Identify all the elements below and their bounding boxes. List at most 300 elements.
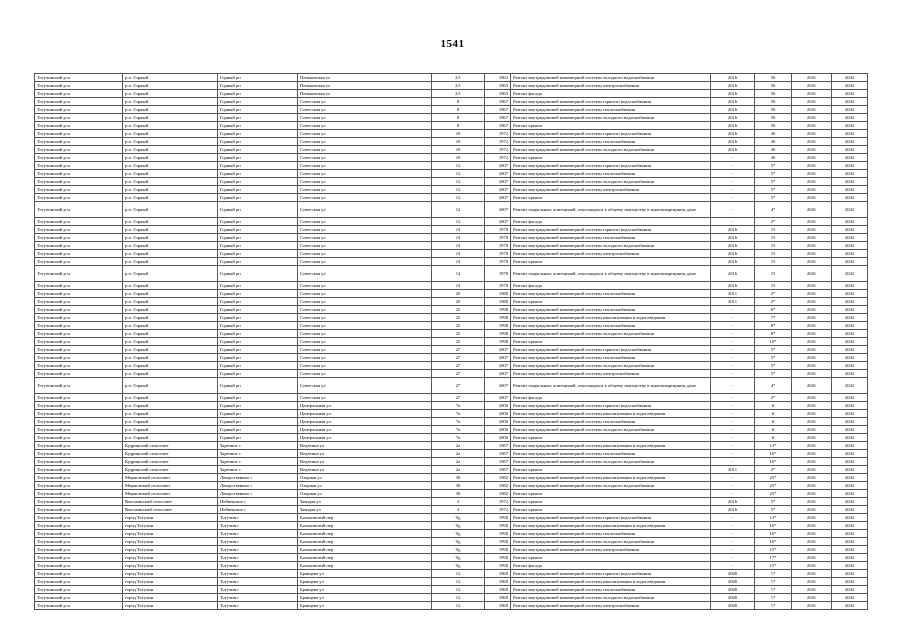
work-type-cell: Ремонт внутридомовой инженерной системы электроснабжения (511, 546, 711, 554)
work-type-cell: Ремонт внутридомовой инженерной системы горячего водоснабжения (511, 514, 711, 522)
built-year-cell: 1963 (485, 82, 511, 90)
plan-start-cell: 2041 (792, 418, 832, 426)
house-number-cell: 20 (432, 298, 485, 306)
last-repair-year-cell: 2016 (711, 114, 755, 122)
plan-end-cell: 2043 (832, 434, 868, 442)
district-cell: Тогучинский р-н (35, 306, 123, 314)
work-type-cell: Ремонт внутридомовой инженерной системы горячего водоснабжения (511, 130, 711, 138)
table-row (35, 282, 868, 290)
built-year-cell: 1980 (485, 290, 511, 298)
house-number-cell: 7а (432, 418, 485, 426)
street-cell: Ведекина ул (298, 442, 432, 450)
street-cell: Бахоновский пер (298, 530, 432, 538)
built-year-cell: 1990 (485, 554, 511, 562)
work-type-cell: Ремонт фасада (511, 394, 711, 402)
built-year-cell: 1990 (485, 538, 511, 546)
table-row (35, 114, 868, 122)
house-number-cell: 10 (432, 146, 485, 154)
repair-schedule-table (34, 73, 868, 610)
wear-cell: 6 (755, 418, 792, 426)
last-repair-year-cell: 2016 (711, 226, 755, 234)
built-year-cell: 1987 (485, 458, 511, 466)
settlement-type-cell: р.п. Горный (123, 402, 218, 410)
house-number-cell: 7а (432, 434, 485, 442)
work-type-cell: Ремонт крыши (511, 298, 711, 306)
built-year-cell: 2007 (485, 362, 511, 370)
settlement-type-cell: р.п. Горный (123, 202, 218, 218)
district-cell: Тогучинский р-н (35, 506, 123, 514)
plan-end-cell: 2043 (832, 418, 868, 426)
built-year-cell: 1990 (485, 522, 511, 530)
district-cell: Тогучинский р-н (35, 418, 123, 426)
plan-end-cell: 2043 (832, 338, 868, 346)
table-row (35, 122, 868, 130)
district-cell: Тогучинский р-н (35, 402, 123, 410)
plan-start-cell: 2041 (792, 298, 832, 306)
wear-cell: 25* (755, 474, 792, 482)
district-cell: Тогучинский р-н (35, 250, 123, 258)
plan-end-cell: 2043 (832, 602, 868, 610)
last-repair-year-cell: - (711, 522, 755, 530)
built-year-cell: 1990 (485, 546, 511, 554)
table-row (35, 106, 868, 114)
district-cell: Тогучинский р-н (35, 346, 123, 354)
street-cell: Ведекина ул (298, 458, 432, 466)
wear-cell: 2* (755, 298, 792, 306)
district-cell: Тогучинский р-н (35, 314, 123, 322)
plan-start-cell: 2041 (792, 322, 832, 330)
settlement-type-cell: город Тогучин (123, 562, 218, 570)
last-repair-year-cell: - (711, 394, 755, 402)
work-type-cell: Ремонт внутридомовой инженерной системы холодного водоснабжения (511, 114, 711, 122)
wear-cell: 5* (755, 194, 792, 202)
district-cell: Тогучинский р-н (35, 434, 123, 442)
table-row (35, 154, 868, 162)
work-type-cell: Ремонт внутридомовой инженерной системы холодного водоснабжения (511, 458, 711, 466)
settlement-cell: Горный рп (218, 82, 298, 90)
settlement-type-cell: р.п. Горный (123, 170, 218, 178)
settlement-type-cell: р.п. Горный (123, 258, 218, 266)
plan-end-cell: 2043 (832, 490, 868, 498)
house-number-cell: 12 (432, 202, 485, 218)
work-type-cell: Ремонт внутридомовой инженерной системы канализования и водоотведения (511, 410, 711, 418)
plan-end-cell: 2043 (832, 114, 868, 122)
district-cell: Тогучинский р-н (35, 514, 123, 522)
district-cell: Тогучинский р-н (35, 490, 123, 498)
wear-cell: 2* (755, 218, 792, 226)
table-row (35, 370, 868, 378)
built-year-cell: 1987 (485, 442, 511, 450)
built-year-cell: 1978 (485, 250, 511, 258)
district-cell: Тогучинский р-н (35, 458, 123, 466)
plan-end-cell: 2043 (832, 322, 868, 330)
settlement-type-cell: город Тогучин (123, 554, 218, 562)
district-cell: Тогучинский р-н (35, 170, 123, 178)
last-repair-year-cell: - (711, 194, 755, 202)
settlement-type-cell: р.п. Горный (123, 354, 218, 362)
street-cell: Советская ул (298, 346, 432, 354)
house-number-cell: 14 (432, 258, 485, 266)
plan-end-cell: 2043 (832, 562, 868, 570)
table-row (35, 82, 868, 90)
street-cell: Советская ул (298, 266, 432, 282)
street-cell: Центральная ул (298, 426, 432, 434)
wear-cell: 16* (755, 450, 792, 458)
settlement-cell: Горный рп (218, 426, 298, 434)
street-cell: Заводая ул (298, 506, 432, 514)
plan-end-cell: 2043 (832, 538, 868, 546)
last-repair-year-cell: - (711, 562, 755, 570)
built-year-cell: 1998 (485, 322, 511, 330)
settlement-cell: Лекарственное с (218, 474, 298, 482)
street-cell: Советская ул (298, 322, 432, 330)
district-cell: Тогучинский р-н (35, 82, 123, 90)
built-year-cell: 1972 (485, 506, 511, 514)
settlement-cell: Горный рп (218, 330, 298, 338)
house-number-cell: 30 (432, 490, 485, 498)
house-number-cell: 8 (432, 106, 485, 114)
settlement-cell: Тогучин г (218, 522, 298, 530)
settlement-cell: Тогучин г (218, 554, 298, 562)
street-cell: Бахоновский пер (298, 514, 432, 522)
plan-start-cell: 2041 (792, 538, 832, 546)
settlement-cell: Нейвенское с (218, 506, 298, 514)
settlement-type-cell: Мирновский сельсовет (123, 474, 218, 482)
table-row (35, 490, 868, 498)
settlement-type-cell: р.п. Горный (123, 362, 218, 370)
house-number-cell: 2а (432, 450, 485, 458)
work-type-cell: Ремонт внутридомовой инженерной системы холодного водоснабжения (511, 594, 711, 602)
plan-end-cell: 2043 (832, 546, 868, 554)
built-year-cell: 2007 (485, 394, 511, 402)
plan-end-cell: 2043 (832, 194, 868, 202)
plan-end-cell: 2043 (832, 554, 868, 562)
table-row (35, 426, 868, 434)
built-year-cell: 1998 (485, 306, 511, 314)
house-number-cell: 25 (432, 306, 485, 314)
table-row (35, 186, 868, 194)
plan-start-cell: 2041 (792, 202, 832, 218)
street-cell: Центральная ул (298, 402, 432, 410)
work-type-cell: Ремонт внутридомовой инженерной системы теплоснабжения (511, 234, 711, 242)
plan-end-cell: 2043 (832, 106, 868, 114)
settlement-type-cell: город Тогучин (123, 538, 218, 546)
work-type-cell: Ремонт внутридомовой инженерной системы электроснабжения (511, 186, 711, 194)
house-number-cell: 2а (432, 458, 485, 466)
house-number-cell: 25 (432, 330, 485, 338)
street-cell: Советская ул (298, 114, 432, 122)
last-repair-year-cell: - (711, 362, 755, 370)
last-repair-year-cell: - (711, 218, 755, 226)
work-type-cell: Ремонт внутридомовой инженерной системы теплоснабжения (511, 106, 711, 114)
last-repair-year-cell: - (711, 186, 755, 194)
district-cell: Тогучинский р-н (35, 554, 123, 562)
plan-start-cell: 2041 (792, 450, 832, 458)
last-repair-year-cell: - (711, 202, 755, 218)
house-number-cell: 27 (432, 378, 485, 394)
last-repair-year-cell: 2016 (711, 250, 755, 258)
built-year-cell: 1972 (485, 498, 511, 506)
work-type-cell: Ремонт внутридомовой инженерной системы теплоснабжения (511, 586, 711, 594)
table-row (35, 218, 868, 226)
street-cell: Озерная ул (298, 474, 432, 482)
district-cell: Тогучинский р-н (35, 114, 123, 122)
settlement-type-cell: р.п. Горный (123, 378, 218, 394)
street-cell: Советская ул (298, 354, 432, 362)
plan-end-cell: 2043 (832, 466, 868, 474)
built-year-cell: 1960 (485, 586, 511, 594)
street-cell: Советская ул (298, 106, 432, 114)
table-body (35, 74, 868, 610)
settlement-cell: Тогучин г (218, 578, 298, 586)
settlement-cell: Горный рп (218, 242, 298, 250)
district-cell: Тогучинский р-н (35, 578, 123, 586)
built-year-cell: 1982 (485, 482, 511, 490)
house-number-cell: 7а (432, 402, 485, 410)
built-year-cell: 2007 (485, 346, 511, 354)
work-type-cell: Ремонт внутридомовой инженерной системы горячего водоснабжения (511, 162, 711, 170)
district-cell: Тогучинский р-н (35, 298, 123, 306)
house-number-cell: 27 (432, 362, 485, 370)
plan-end-cell: 2043 (832, 90, 868, 98)
plan-start-cell: 2041 (792, 394, 832, 402)
plan-end-cell: 2043 (832, 346, 868, 354)
wear-cell: 17 (755, 570, 792, 578)
built-year-cell: 1967 (485, 114, 511, 122)
settlement-cell: Горный рп (218, 378, 298, 394)
work-type-cell: Ремонт внутридомовой инженерной системы горячего водоснабжения (511, 346, 711, 354)
plan-end-cell: 2043 (832, 178, 868, 186)
district-cell: Тогучинский р-н (35, 354, 123, 362)
work-type-cell: Ремонт внутридомовой инженерной системы холодного водоснабжения (511, 146, 711, 154)
built-year-cell: 2000 (485, 410, 511, 418)
street-cell: Советская ул (298, 146, 432, 154)
plan-start-cell: 2041 (792, 282, 832, 290)
house-number-cell: 25 (432, 338, 485, 346)
built-year-cell: 1982 (485, 474, 511, 482)
plan-end-cell: 2043 (832, 306, 868, 314)
work-type-cell: Ремонт внутридомовой инженерной системы холодного водоснабжения (511, 426, 711, 434)
settlement-cell: Тогучин г (218, 514, 298, 522)
last-repair-year-cell: 2000 (711, 586, 755, 594)
plan-start-cell: 2041 (792, 338, 832, 346)
district-cell: Тогучинский р-н (35, 322, 123, 330)
settlement-cell: Заречное с (218, 458, 298, 466)
settlement-type-cell: р.п. Горный (123, 250, 218, 258)
street-cell: Советская ул (298, 330, 432, 338)
plan-end-cell: 2043 (832, 410, 868, 418)
settlement-type-cell: город Тогучин (123, 546, 218, 554)
plan-start-cell: 2041 (792, 138, 832, 146)
settlement-cell: Тогучин г (218, 602, 298, 610)
house-number-cell: 4 (432, 506, 485, 514)
last-repair-year-cell: 2016 (711, 146, 755, 154)
street-cell: Советская ул (298, 258, 432, 266)
wear-cell: 50 (755, 114, 792, 122)
last-repair-year-cell: 2016 (711, 98, 755, 106)
district-cell: Тогучинский р-н (35, 234, 123, 242)
wear-cell: 5* (755, 498, 792, 506)
house-number-cell: 27 (432, 394, 485, 402)
street-cell: Советская ул (298, 338, 432, 346)
house-number-cell: 12 (432, 586, 485, 594)
plan-start-cell: 2041 (792, 226, 832, 234)
plan-start-cell: 2041 (792, 482, 832, 490)
built-year-cell: 2007 (485, 178, 511, 186)
plan-end-cell: 2043 (832, 202, 868, 218)
plan-end-cell: 2043 (832, 570, 868, 578)
plan-start-cell: 2041 (792, 242, 832, 250)
plan-end-cell: 2043 (832, 474, 868, 482)
district-cell: Тогучинский р-н (35, 450, 123, 458)
house-number-cell: 25 (432, 314, 485, 322)
work-type-cell: Ремонт внутридомовой инженерной системы канализования и водоотведения (511, 442, 711, 450)
last-repair-year-cell: - (711, 378, 755, 394)
wear-cell: 26 (755, 154, 792, 162)
district-cell: Тогучинский р-н (35, 594, 123, 602)
street-cell: Брянцева ул (298, 594, 432, 602)
district-cell: Тогучинский р-н (35, 370, 123, 378)
settlement-cell: Горный рп (218, 314, 298, 322)
settlement-cell: Горный рп (218, 98, 298, 106)
street-cell: Брянцева ул (298, 570, 432, 578)
wear-cell: 56 (755, 74, 792, 82)
plan-start-cell: 2041 (792, 122, 832, 130)
last-repair-year-cell: 2011 (711, 298, 755, 306)
wear-cell: 25* (755, 482, 792, 490)
plan-end-cell: 2043 (832, 450, 868, 458)
built-year-cell: 1978 (485, 258, 511, 266)
table-row (35, 402, 868, 410)
plan-start-cell: 2041 (792, 594, 832, 602)
house-number-cell: 7а (432, 426, 485, 434)
plan-end-cell: 2043 (832, 154, 868, 162)
wear-cell: 17 (755, 586, 792, 594)
table-row (35, 458, 868, 466)
settlement-type-cell: р.п. Горный (123, 178, 218, 186)
settlement-cell: Горный рп (218, 290, 298, 298)
work-type-cell: Ремонт крыши (511, 466, 711, 474)
district-cell: Тогучинский р-н (35, 602, 123, 610)
table-row (35, 362, 868, 370)
settlement-cell: Тогучин г (218, 546, 298, 554)
settlement-cell: Горный рп (218, 106, 298, 114)
built-year-cell: 1963 (485, 90, 511, 98)
street-cell: Ведекина ул (298, 466, 432, 474)
plan-end-cell: 2043 (832, 402, 868, 410)
wear-cell: 4* (755, 202, 792, 218)
street-cell: Советская ул (298, 186, 432, 194)
street-cell: Советская ул (298, 394, 432, 402)
plan-start-cell: 2041 (792, 370, 832, 378)
settlement-type-cell: Кудринский сельсовет (123, 466, 218, 474)
built-year-cell: 1960 (485, 570, 511, 578)
settlement-cell: Горный рп (218, 354, 298, 362)
table-row (35, 554, 868, 562)
table-row (35, 242, 868, 250)
built-year-cell: 1980 (485, 298, 511, 306)
wear-cell: 5* (755, 370, 792, 378)
settlement-cell: Горный рп (218, 146, 298, 154)
street-cell: Пеньковская ул (298, 74, 432, 82)
plan-end-cell: 2043 (832, 162, 868, 170)
wear-cell: 5* (755, 346, 792, 354)
house-number-cell: 7а (432, 410, 485, 418)
plan-end-cell: 2043 (832, 186, 868, 194)
settlement-cell: Горный рп (218, 250, 298, 258)
plan-start-cell: 2041 (792, 602, 832, 610)
wear-cell: 2* (755, 466, 792, 474)
wear-cell: 2* (755, 394, 792, 402)
settlement-type-cell: Кудринский сельсовет (123, 458, 218, 466)
last-repair-year-cell: 2016 (711, 130, 755, 138)
built-year-cell: 1998 (485, 314, 511, 322)
plan-start-cell: 2041 (792, 146, 832, 154)
built-year-cell: 1972 (485, 130, 511, 138)
plan-start-cell: 2041 (792, 402, 832, 410)
house-number-cell: 12 (432, 178, 485, 186)
settlement-cell: Горный рп (218, 90, 298, 98)
table-row (35, 538, 868, 546)
plan-end-cell: 2043 (832, 482, 868, 490)
street-cell: Советская ул (298, 306, 432, 314)
settlement-cell: Заречное с (218, 450, 298, 458)
plan-start-cell: 2041 (792, 578, 832, 586)
street-cell: Советская ул (298, 242, 432, 250)
table-row (35, 410, 868, 418)
settlement-type-cell: Мирновский сельсовет (123, 490, 218, 498)
plan-start-cell: 2041 (792, 266, 832, 282)
street-cell: Бахоновский пер (298, 554, 432, 562)
settlement-type-cell: город Тогучин (123, 570, 218, 578)
table-row (35, 354, 868, 362)
settlement-cell: Горный рп (218, 162, 298, 170)
table-row (35, 90, 868, 98)
built-year-cell: 1960 (485, 602, 511, 610)
last-repair-year-cell: 2016 (711, 82, 755, 90)
house-number-cell: 2а (432, 466, 485, 474)
house-number-cell: 9д (432, 554, 485, 562)
house-number-cell: 2а (432, 442, 485, 450)
settlement-cell: Заречное с (218, 466, 298, 474)
wear-cell: 56 (755, 90, 792, 98)
plan-start-cell: 2041 (792, 306, 832, 314)
wear-cell: 17 (755, 602, 792, 610)
plan-start-cell: 2041 (792, 74, 832, 82)
settlement-type-cell: город Тогучин (123, 578, 218, 586)
house-number-cell: 9д (432, 538, 485, 546)
settlement-cell: Лекарственное с (218, 490, 298, 498)
last-repair-year-cell: - (711, 434, 755, 442)
last-repair-year-cell: - (711, 538, 755, 546)
settlement-cell: Горный рп (218, 154, 298, 162)
plan-start-cell: 2041 (792, 570, 832, 578)
settlement-cell: Горный рп (218, 434, 298, 442)
built-year-cell: 2000 (485, 402, 511, 410)
settlement-type-cell: Кудринский сельсовет (123, 442, 218, 450)
wear-cell: 17* (755, 554, 792, 562)
last-repair-year-cell: 2016 (711, 234, 755, 242)
last-repair-year-cell: 2016 (711, 106, 755, 114)
last-repair-year-cell: - (711, 170, 755, 178)
settlement-cell: Тогучин г (218, 594, 298, 602)
district-cell: Тогучинский р-н (35, 378, 123, 394)
street-cell: Советская ул (298, 162, 432, 170)
house-number-cell: 9д (432, 514, 485, 522)
plan-start-cell: 2041 (792, 354, 832, 362)
plan-end-cell: 2043 (832, 130, 868, 138)
wear-cell: 16* (755, 538, 792, 546)
